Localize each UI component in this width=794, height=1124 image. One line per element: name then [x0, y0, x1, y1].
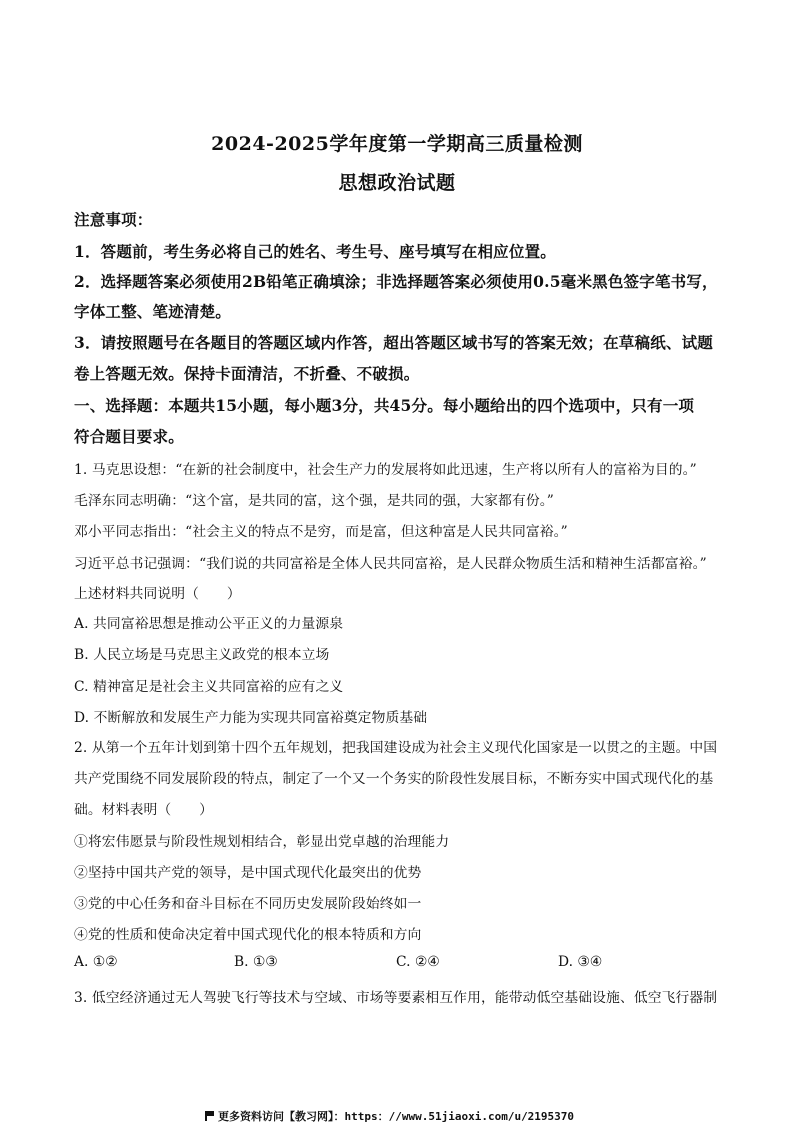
q2-stem-line: 共产党围绕不同发展阶段的特点，制定了一个又一个务实的阶段性发展目标，不断夯实中国式现代化的基 — [74, 771, 714, 787]
exam-subject: 思想政治试题 — [338, 172, 456, 194]
q2-option-c: C. ②④ — [396, 954, 440, 970]
q1-option-b: B. 人民立场是马克思主义政党的根本立场 — [74, 647, 330, 663]
q2-option-b: B. ①③ — [234, 954, 278, 970]
q2-stem-line: 础。材料表明（ ） — [74, 802, 213, 818]
notice-line: 2．选择题答案必须使用2B铅笔正确填涂；非选择题答案必须使用0.5毫米黑色签字笔书写， — [74, 272, 718, 291]
section-heading: 符合题目要求。 — [74, 427, 184, 446]
footer-link[interactable] — [205, 1108, 574, 1124]
q1-stem-line: 1. 马克思设想：“在新的社会制度中，社会生产力的发展将如此迅速，生产将以所有人的富裕为目的。” — [74, 462, 697, 478]
q2-stem-line: 2. 从第一个五年计划到第十四个五年规划，把我国建设成为社会主义现代化国家是一以贯之的主题。中国 — [74, 740, 718, 756]
q1-stem-line: 习近平总书记强调：“我们说的共同富裕是全体人民共同富裕，是人民群众物质生活和精神生活都富裕。” — [74, 556, 707, 572]
q2-options-row — [0, 954, 794, 974]
q2-statement-1: ①将宏伟愿景与阶段性规划相结合，彰显出党卓越的治理能力 — [74, 834, 450, 850]
q1-option-c: C. 精神富足是社会主义共同富裕的应有之义 — [74, 679, 344, 695]
notice-line: 3．请按照题号在各题目的答题区域内作答，超出答题区域书写的答案无效；在草稿纸、试题 — [74, 333, 713, 352]
q2-statement-4: ④党的性质和使命决定着中国式现代化的根本特质和方向 — [74, 927, 422, 943]
q1-stem-line: 上述材料共同说明（ ） — [74, 586, 241, 602]
exam-title: 2024-2025学年度第一学期高三质量检测 — [211, 133, 583, 155]
notice-heading: 注意事项： — [74, 210, 153, 229]
q1-stem-line: 邓小平同志指出：“社会主义的特点不是穷，而是富，但这种富是人民共同富裕。” — [74, 524, 568, 540]
footer-text: 更多资料访问【教习网】：https：//www.51jiaoxi.com/u/2195370 — [218, 1110, 575, 1123]
notice-line: 1．答题前，考生务必将自己的姓名、考生号、座号填写在相应位置。 — [74, 242, 556, 261]
q3-stem-line: 3. 低空经济通过无人驾驶飞行等技术与空域、市场等要素相互作用，能带动低空基础设施、低空飞行器制 — [74, 990, 718, 1006]
flag-icon — [205, 1111, 214, 1121]
q2-statement-2: ②坚持中国共产党的领导，是中国式现代化最突出的优势 — [74, 865, 422, 881]
q2-statement-3: ③党的中心任务和奋斗目标在不同历史发展阶段始终如一 — [74, 896, 422, 912]
q2-option-d: D. ③④ — [558, 954, 603, 970]
q1-stem-line: 毛泽东同志明确：“这个富，是共同的富，这个强，是共同的强，大家都有份。” — [74, 493, 554, 509]
notice-line: 卷上答题无效。保持卡面清洁，不折叠、不破损。 — [74, 364, 420, 383]
section-heading: 一、选择题：本题共15小题，每小题3分，共45分。每小题给出的四个选项中，只有一项 — [74, 396, 695, 415]
notice-line: 字体工整、笔迹清楚。 — [74, 302, 232, 321]
q1-option-d: D. 不断解放和发展生产力能为实现共同富裕奠定物质基础 — [74, 710, 428, 726]
q2-option-a: A. ①② — [74, 954, 118, 970]
q1-option-a: A. 共同富裕思想是推动公平正义的力量源泉 — [74, 616, 344, 632]
